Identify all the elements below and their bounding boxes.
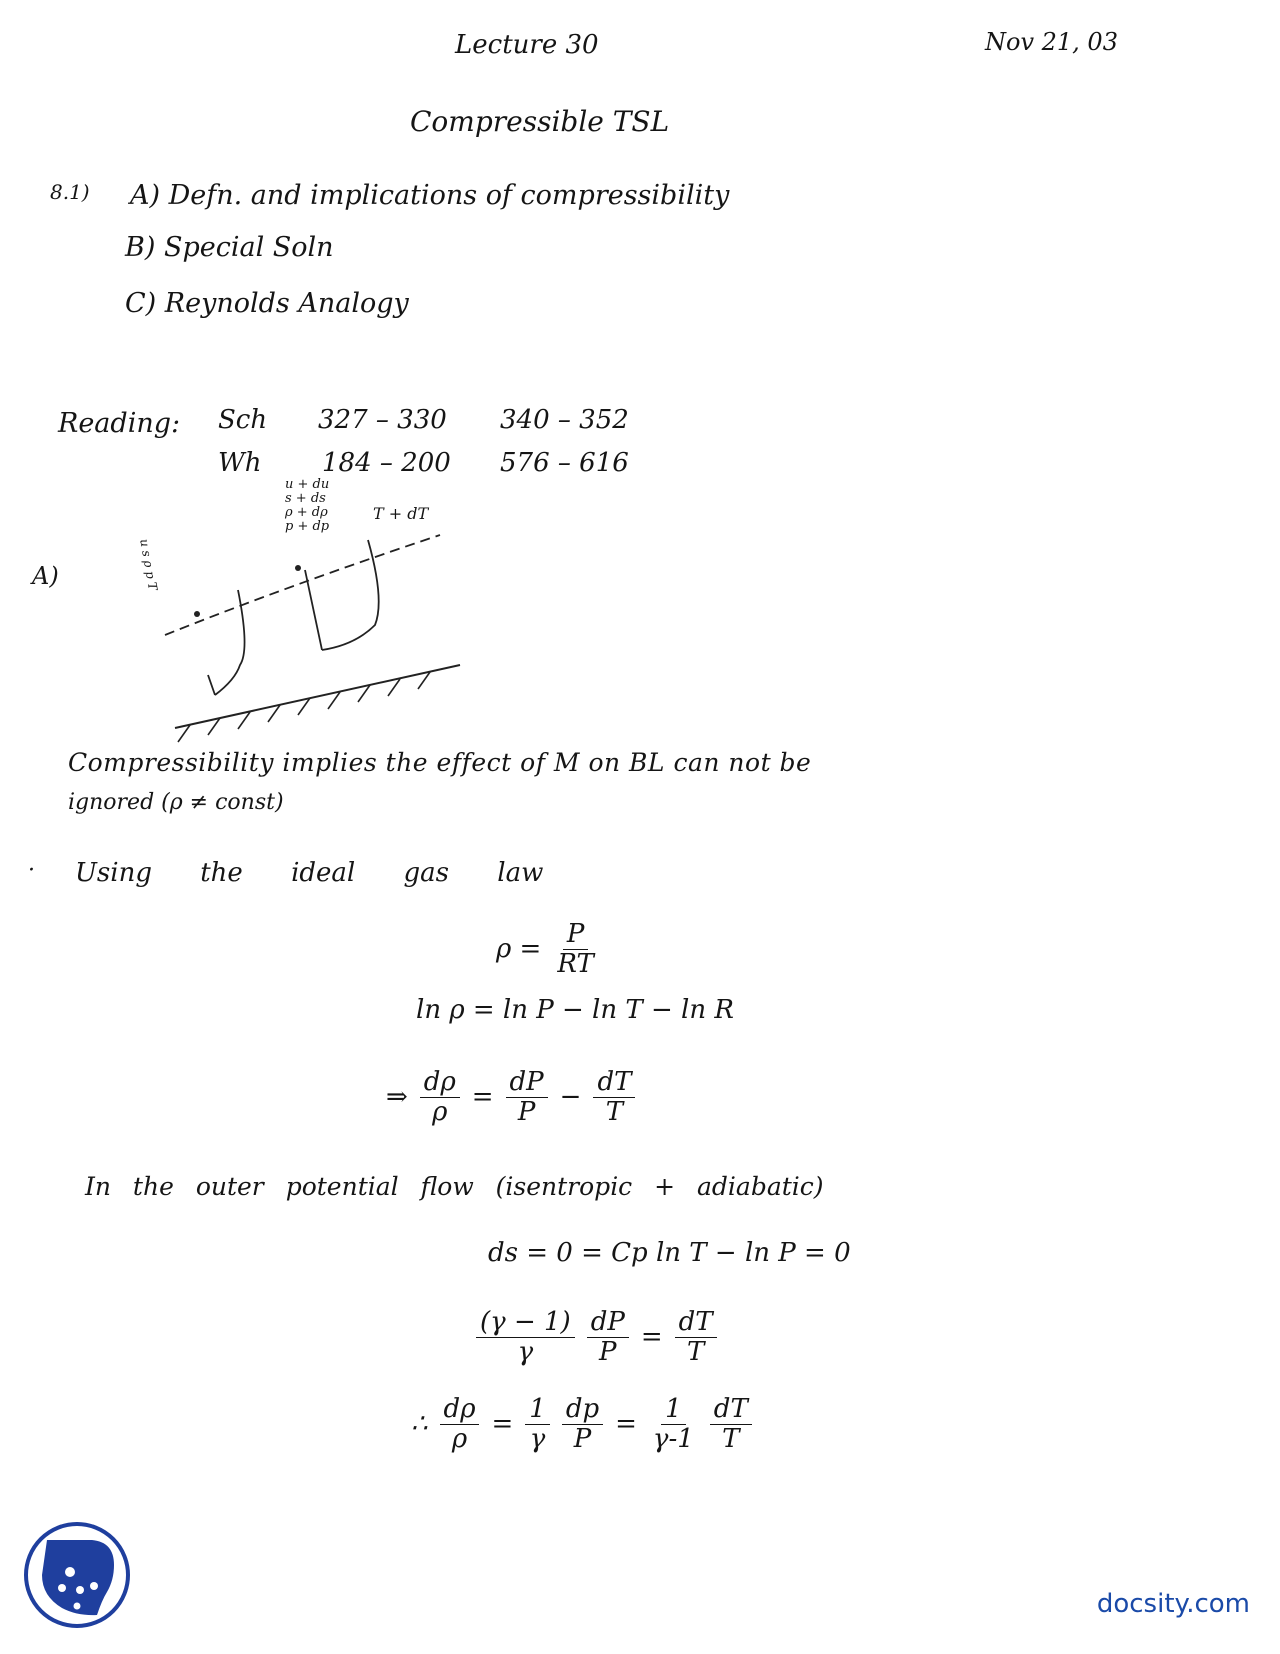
eq-term: ds = 0 = Cp ln T − ln P = 0 bbox=[488, 1238, 851, 1268]
velocity-profile bbox=[322, 540, 379, 650]
fraction bbox=[506, 1068, 548, 1126]
entropy-equation bbox=[482, 1238, 857, 1268]
numerator: dρ bbox=[440, 1395, 480, 1425]
lecture-date: Nov 21, 03 bbox=[985, 28, 1118, 56]
fraction bbox=[710, 1395, 752, 1453]
reading-pages: 184 – 200 bbox=[322, 448, 451, 478]
fraction bbox=[476, 1308, 575, 1366]
denominator: ρ bbox=[451, 1423, 468, 1454]
station-var: p bbox=[142, 569, 158, 580]
velocity-profile bbox=[215, 590, 245, 695]
station-var: u bbox=[137, 537, 153, 548]
station-var: p + dp bbox=[285, 519, 330, 534]
denominator: RT bbox=[557, 948, 594, 979]
velocity-profile bbox=[208, 675, 215, 695]
denominator: T bbox=[686, 1336, 705, 1367]
fraction bbox=[675, 1308, 717, 1366]
log-equation bbox=[410, 995, 740, 1025]
denominator: P bbox=[599, 1336, 617, 1367]
station-var: u + du bbox=[285, 477, 330, 492]
outer-flow-text: In the outer potential flow (isentropic + adiabatic) bbox=[85, 1172, 824, 1201]
fraction bbox=[593, 1068, 635, 1126]
reading-source: Sch bbox=[218, 405, 268, 435]
fraction bbox=[562, 1395, 603, 1453]
numerator: dP bbox=[506, 1068, 548, 1098]
denominator: γ-1 bbox=[652, 1423, 694, 1454]
isentropic-relation bbox=[470, 1308, 723, 1366]
eq-operator: − bbox=[559, 1082, 582, 1113]
therefore-symbol: ∴ bbox=[411, 1409, 428, 1440]
page-title: Compressible TSL bbox=[410, 105, 670, 138]
numerator: dT bbox=[593, 1068, 635, 1098]
station-point bbox=[295, 565, 301, 571]
bullet: · bbox=[28, 858, 35, 883]
section-label: A) bbox=[32, 562, 59, 590]
velocity-profile bbox=[305, 570, 322, 650]
note-text: ignored (ρ ≠ const) bbox=[68, 790, 284, 815]
eq-operator: = bbox=[615, 1409, 637, 1440]
denominator: P bbox=[573, 1423, 592, 1454]
denominator: T bbox=[605, 1096, 624, 1127]
reading-label: Reading: bbox=[58, 408, 181, 439]
implies-symbol: ⇒ bbox=[386, 1082, 408, 1113]
numerator: 1 bbox=[525, 1395, 550, 1425]
reading-pages: 576 – 616 bbox=[500, 448, 629, 478]
station-var: ρ bbox=[140, 559, 156, 569]
numerator: (γ − 1) bbox=[476, 1308, 575, 1338]
reading-pages: 340 – 352 bbox=[500, 405, 629, 435]
denominator: ρ bbox=[432, 1096, 448, 1127]
reading-pages: 327 – 330 bbox=[318, 405, 447, 435]
note-text: Using the ideal gas law bbox=[75, 858, 544, 888]
station-var: T bbox=[144, 581, 161, 592]
fraction bbox=[525, 1395, 550, 1453]
station-var: s + ds bbox=[285, 491, 326, 506]
station-var: s bbox=[139, 549, 155, 558]
fraction bbox=[420, 1068, 460, 1126]
margin-note: 8.1) bbox=[50, 180, 90, 204]
eq-operator: = bbox=[491, 1409, 514, 1440]
station-var: ρ + dρ bbox=[285, 505, 328, 520]
numerator: dP bbox=[587, 1308, 629, 1338]
gas-law-equation bbox=[490, 920, 604, 978]
numerator: dp bbox=[562, 1395, 603, 1425]
outline-item: B) Special Soln bbox=[125, 232, 334, 263]
docsity-logo-icon[interactable] bbox=[22, 1520, 132, 1630]
brand-link[interactable]: docsity.com bbox=[1096, 1589, 1250, 1619]
eq-term: ln ρ = ln P − ln T − ln R bbox=[416, 995, 734, 1025]
bl-edge-line bbox=[165, 535, 440, 635]
numerator: dρ bbox=[420, 1068, 460, 1098]
note-text: Compressibility implies the effect of M on BL can not be bbox=[68, 748, 812, 777]
numerator: dT bbox=[710, 1395, 752, 1425]
wall-hatching bbox=[178, 672, 430, 742]
lecture-number: Lecture 30 bbox=[455, 30, 599, 60]
denominator: P bbox=[517, 1096, 536, 1127]
station-point bbox=[194, 611, 200, 617]
station-var: T + dT bbox=[373, 504, 429, 523]
station-labels-right bbox=[285, 478, 329, 534]
numerator: 1 bbox=[661, 1395, 686, 1425]
fraction bbox=[587, 1308, 629, 1366]
outline-item: A) Defn. and implications of compressibility bbox=[130, 180, 730, 211]
wall-line bbox=[175, 665, 460, 728]
numerator: dT bbox=[675, 1308, 717, 1338]
eq-term: ρ = bbox=[496, 934, 542, 965]
final-relation bbox=[405, 1395, 758, 1453]
denominator: γ bbox=[529, 1423, 546, 1454]
fraction bbox=[440, 1395, 480, 1453]
reading-source: Wh bbox=[218, 448, 262, 478]
numerator: P bbox=[563, 920, 589, 950]
fraction bbox=[649, 1395, 698, 1453]
denominator: γ bbox=[517, 1336, 534, 1367]
eq-operator: = bbox=[471, 1082, 494, 1113]
fraction bbox=[553, 920, 597, 978]
eq-operator: = bbox=[640, 1322, 663, 1353]
differential-equation bbox=[380, 1068, 641, 1126]
outline-item: C) Reynolds Analogy bbox=[125, 288, 409, 319]
denominator: T bbox=[722, 1423, 740, 1454]
